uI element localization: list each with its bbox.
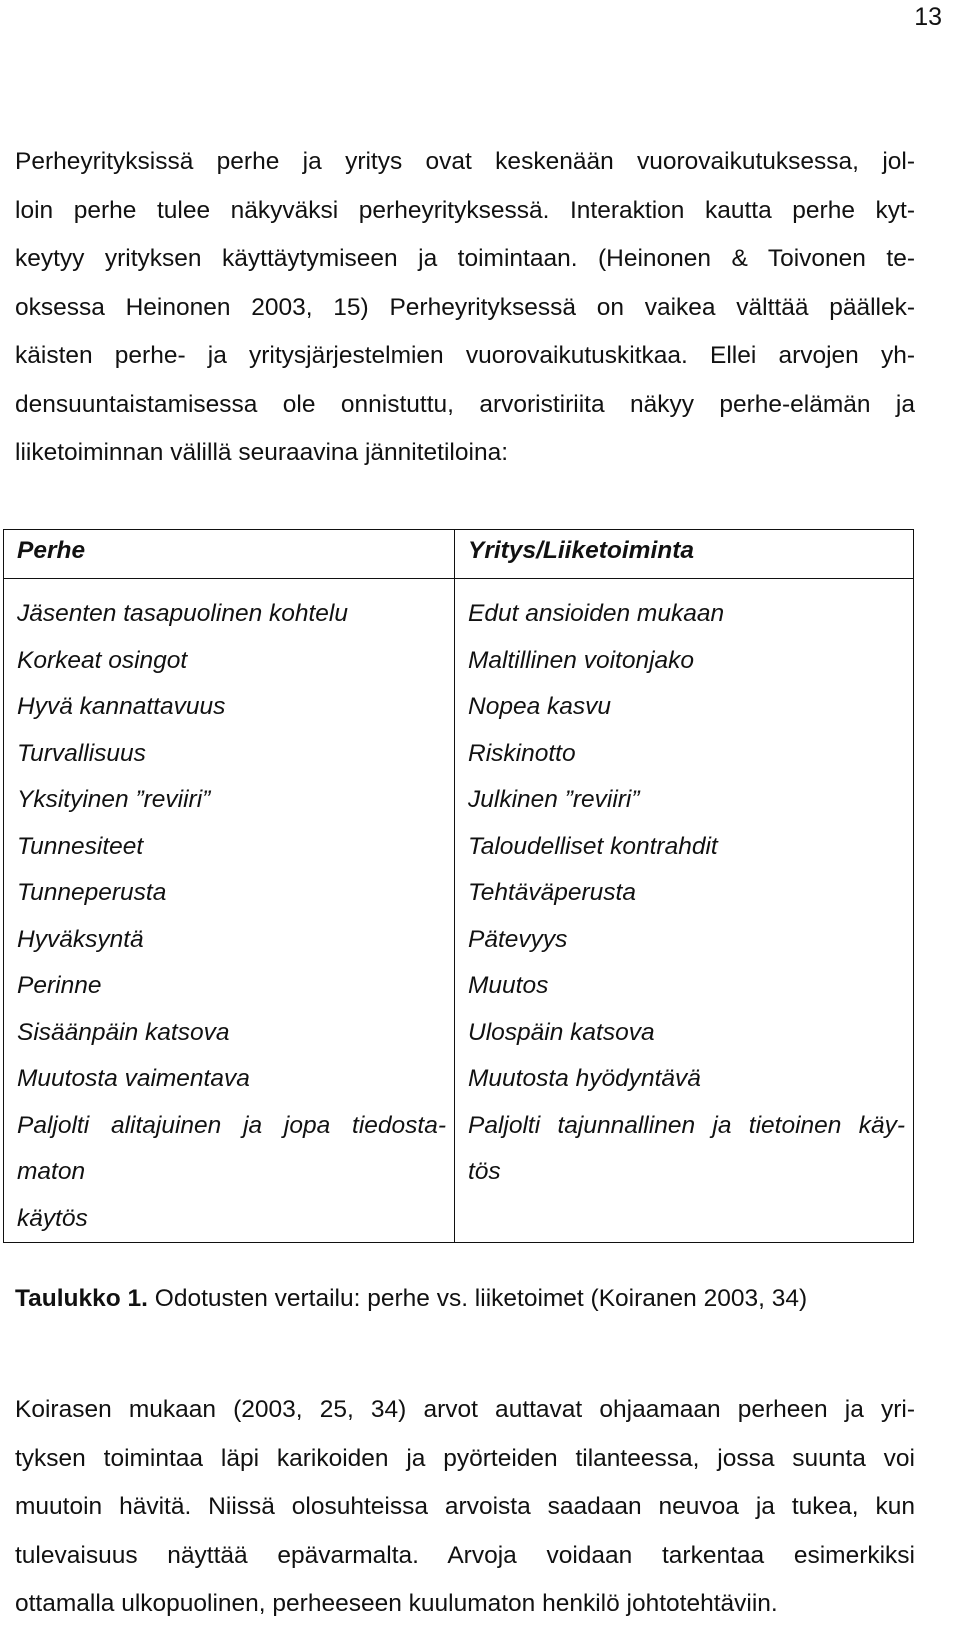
list-item: Hyväksyntä [17,925,144,953]
table-header-row [4,530,914,579]
header-cell-business [455,530,914,579]
page-number: 13 [914,3,942,31]
list-item: Tunneperusta [17,879,167,906]
list-item: Yksityinen ”reviiri” [17,786,211,813]
paragraph-line: liiketoiminnan välillä seuraavina jännitetiloina: [15,439,509,466]
paragraph-line: keytyy yrityksen käyttäytymiseen ja toimintaan. (Heinonen & Toivonen te- [15,245,915,272]
list-item: Hyvä kannattavuus [17,693,226,720]
business-column [455,579,914,1243]
paragraph-line: Koirasen mukaan (2003, 25, 34) arvot auttavat ohjaamaan perheen ja yri- [15,1396,915,1423]
business-list [455,579,913,1196]
list-item: Muutosta vaimentava [17,1065,250,1092]
comparison-table [3,529,914,1243]
paragraph-line: muutoin hävitä. Niissä olosuhteissa arvoista saadaan neuvoa ja tukea, kun [15,1493,915,1520]
list-item: Nopea kasvu [468,693,612,720]
list-item: Muutos [468,972,549,999]
paragraph-line: densuuntaistamisessa ole onnistuttu, arvoristiriita näkyy perhe-elämän ja [15,390,915,418]
list-item: Paljolti alitajuinen ja jopa tiedosta- [17,1111,446,1139]
list-item: Sisäänpäin katsova [17,1018,230,1046]
list-item: Turvallisuus [17,739,146,767]
list-item: Jäsenten tasapuolinen kohtelu [17,600,349,627]
paragraph-line: oksessa Heinonen 2003, 15) Perheyrityksessä on vaikea välttää päällek- [15,293,915,321]
list-item: Maltillinen voitonjako [468,646,695,674]
list-item: Taloudelliset kontrahdit [468,832,718,860]
paragraph-line: tulevaisuus näyttää epävarmalta. Arvoja voidaan tarkentaa esimerkiksi [15,1541,915,1569]
header-family-label: Perhe [17,537,86,564]
list-item: Julkinen ”reviiri” [468,786,640,813]
list-item: Tehtäväperusta [468,879,636,906]
list-item: Korkeat osingot [17,646,188,674]
list-item: Edut ansioiden mukaan [468,600,725,627]
family-list [4,579,454,1242]
list-item: maton [17,1158,86,1185]
list-item: Muutosta hyödyntävä [468,1065,701,1092]
paragraph-line: Perheyrityksissä perhe ja yritys ovat keskenään vuorovaikutuksessa, jol- [15,148,915,175]
list-item: Tunnesiteet [17,832,144,860]
list-item: Pätevyys [468,925,568,953]
paragraph-line: loin perhe tulee näkyväksi perheyrityksessä. Interaktion kautta perhe kyt- [15,196,915,224]
list-item: Perinne [17,972,102,999]
body-paragraph-values [15,1386,915,1629]
header-business-label: Yritys/Liiketoiminta [468,537,695,564]
paragraph-line: ottamalla ulkopuolinen, perheeseen kuulumaton henkilö johtotehtäviin. [15,1590,778,1617]
list-item: Ulospäin katsova [468,1018,655,1046]
list-item: Paljolti tajunnallinen ja tietoinen käy- [468,1111,905,1139]
family-column [4,579,455,1243]
caption-text: Odotusten vertailu: perhe vs. liiketoimet (Koiranen 2003, 34) [147,1285,808,1312]
table-body-row [4,579,914,1243]
list-item: tös [468,1158,501,1185]
list-item: käytös [17,1204,88,1232]
caption-label: Taulukko 1. [15,1285,148,1312]
list-item: Riskinotto [468,739,576,767]
table-caption [15,1284,807,1314]
paragraph-line: käisten perhe- ja yritysjärjestelmien vuorovaikutuskitkaa. Ellei arvojen yh- [15,342,915,369]
header-cell-family [4,530,455,579]
body-paragraph-intro [15,138,915,478]
paragraph-line: tyksen toimintaa läpi karikoiden ja pyörteiden tilanteessa, jossa suunta voi [15,1444,915,1472]
